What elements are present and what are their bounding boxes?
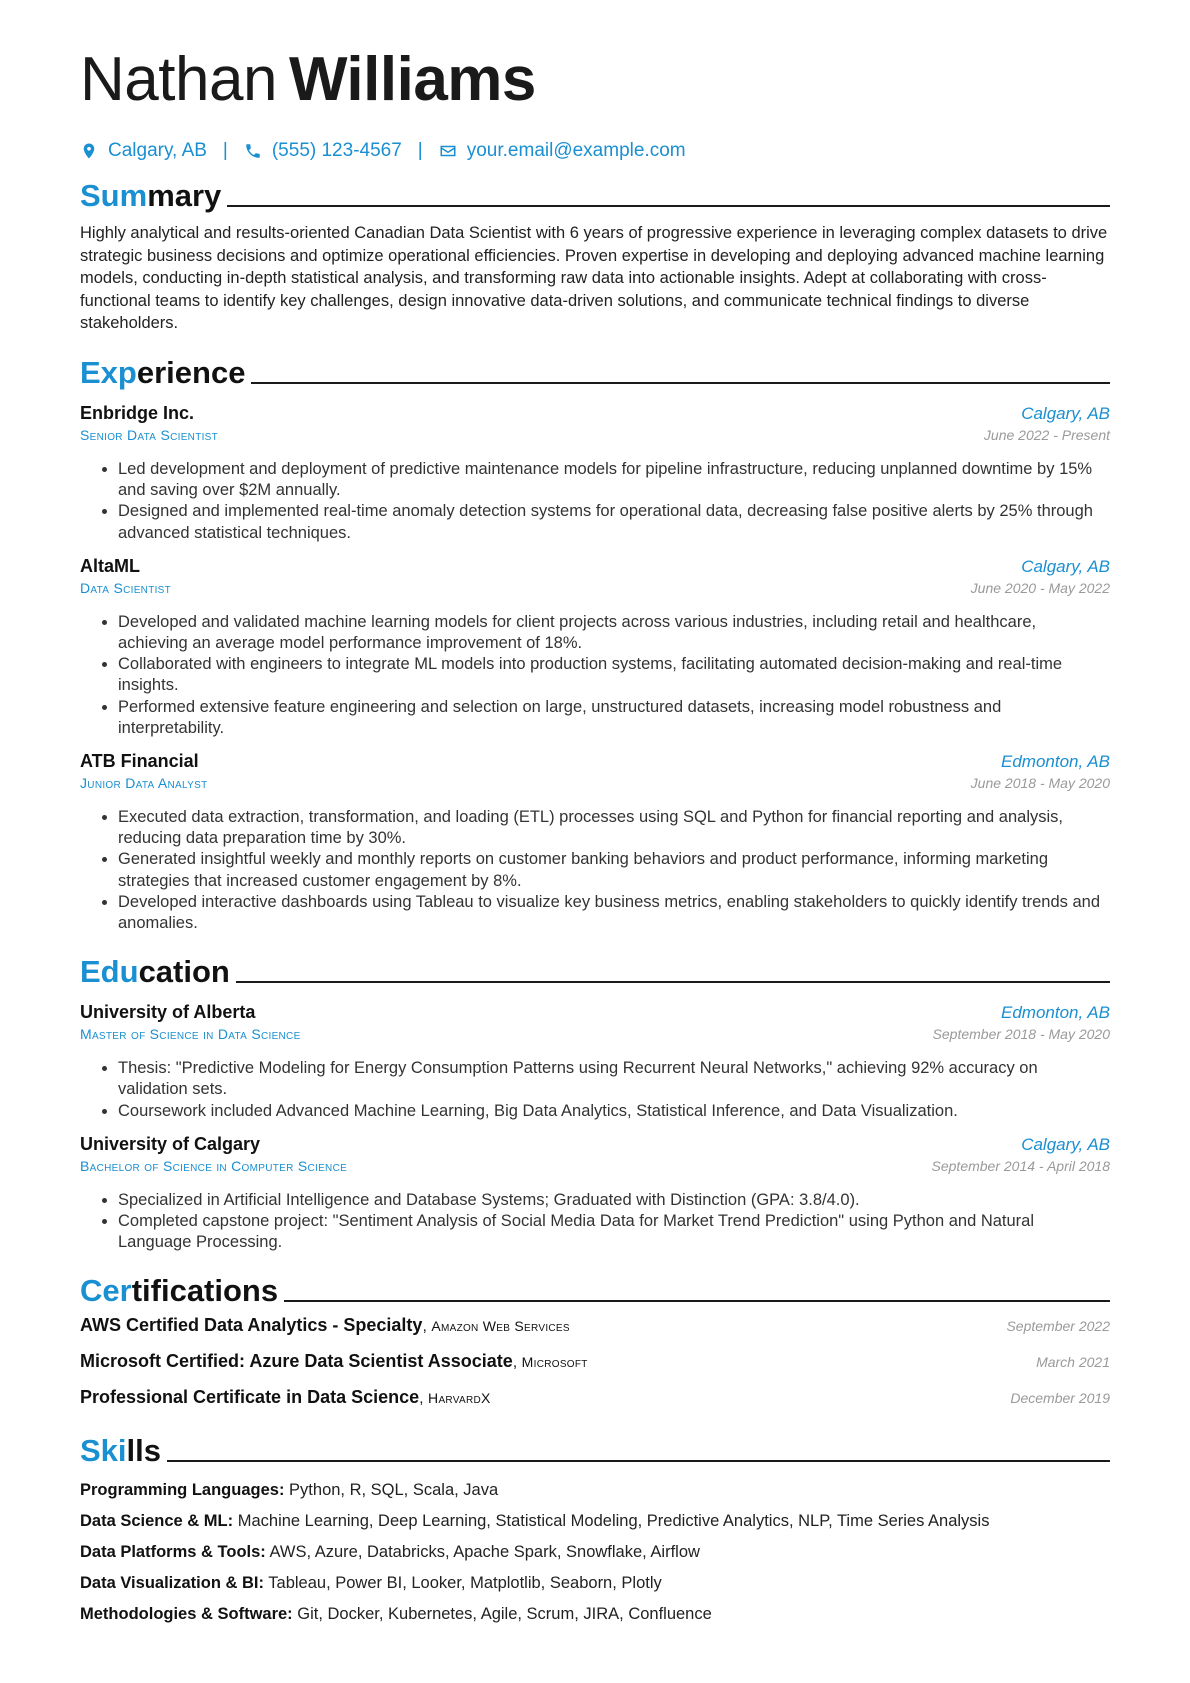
list-item: • Completed capstone project: "Sentiment Analysis of Social Media Data for Market Trend Prediction" using Python and Natural Language Processing.	[118, 1211, 1110, 1253]
list-item: • Collaborated with engineers to integrate ML models into production systems, facilitating automated decision-making and real-time insights.	[118, 654, 1110, 696]
section-rule	[251, 382, 1110, 384]
experience-entry	[80, 556, 1110, 739]
entry-location: Edmonton, AB	[1001, 752, 1110, 771]
list-item: • Developed and validated machine learning models for client projects across various industries, including retail and healthcare, achieving an average model performance improvement of 18%.	[118, 612, 1110, 654]
phone-icon	[244, 142, 262, 160]
section-heading-certifications	[80, 1271, 1110, 1309]
skill-row	[80, 1475, 1110, 1506]
skill-items: Git, Docker, Kubernetes, Agile, Scrum, JIRA, Confluence	[297, 1605, 712, 1624]
location-text: Calgary, AB	[108, 140, 207, 161]
degree: Bachelor of Science in Computer Science	[80, 1157, 348, 1174]
skill-category: Programming Languages:	[80, 1481, 285, 1500]
certification-issuer: HarvardX	[428, 1390, 491, 1407]
section-title: Experience	[80, 354, 246, 390]
list-item: • Coursework included Advanced Machine Learning, Big Data Analytics, Statistical Inference, and Data Visualization.	[118, 1101, 1110, 1122]
certification-date: September 2022	[1006, 1318, 1110, 1335]
contact-location	[80, 140, 207, 162]
certification-row: Microsoft Certified: Azure Data Scientist Associate, Microsoft March 2021	[80, 1351, 1110, 1372]
section-title: Summary	[80, 178, 222, 213]
experience-entry	[80, 403, 1110, 544]
candidate-name	[80, 40, 1110, 120]
school-name: University of Calgary	[80, 1133, 261, 1154]
skill-row	[80, 1599, 1110, 1630]
list-item: • Developed interactive dashboards using Tableau to visualize key business metrics, enabling stakeholders to quickly identify trends and anomalies.	[118, 892, 1110, 934]
section-title: Certifications	[80, 1273, 279, 1309]
skill-row	[80, 1568, 1110, 1599]
list-item: • Thesis: "Predictive Modeling for Energy Consumption Patterns using Recurrent Neural Networks," achieving 92% accuracy on validation sets.	[118, 1058, 1110, 1100]
section-title: Education	[80, 954, 230, 990]
certification-issuer: Amazon Web Services	[431, 1318, 570, 1335]
entry-location: Calgary, AB	[1021, 556, 1110, 576]
contact-email[interactable]	[439, 140, 686, 162]
skills-list	[80, 1475, 1110, 1630]
entry-location: Calgary, AB	[1021, 1134, 1110, 1154]
last-name: Williams	[288, 45, 536, 114]
contact-separator: |	[222, 140, 228, 161]
achievement-list	[80, 807, 1110, 934]
section-rule	[284, 1300, 1110, 1302]
job-title: Data Scientist	[80, 579, 172, 596]
entry-dates: June 2022 - Present	[983, 426, 1110, 443]
certification-name: Professional Certificate in Data Science	[80, 1387, 420, 1408]
list-item: • Led development and deployment of predictive maintenance models for pipeline infrastructure, reducing unplanned downtime by 15% and saving over $2M annually.	[118, 459, 1110, 501]
achievement-list	[80, 459, 1110, 544]
degree: Master of Science in Data Science	[80, 1026, 301, 1043]
school-name: University of Alberta	[80, 1002, 256, 1023]
education-entry	[80, 1002, 1110, 1122]
entry-dates: June 2018 - May 2020	[970, 775, 1110, 791]
email-link: your.email@example.com	[466, 140, 686, 161]
section-title: Skills	[80, 1433, 161, 1469]
first-name: Nathan	[80, 45, 277, 114]
certification-row: AWS Certified Data Analytics - Specialty, Amazon Web Services September 2022	[80, 1315, 1110, 1336]
experience-entry	[80, 751, 1110, 934]
achievement-list	[80, 612, 1110, 739]
achievement-list	[80, 1058, 1110, 1122]
contact-separator: |	[417, 140, 423, 161]
entry-dates: June 2020 - May 2022	[970, 579, 1110, 596]
map-pin-icon	[80, 142, 98, 160]
skill-items: AWS, Azure, Databricks, Apache Spark, Snowflake, Airflow	[269, 1543, 700, 1562]
achievement-list	[80, 1190, 1110, 1254]
skill-category: Methodologies & Software:	[80, 1605, 293, 1624]
contact-bar	[80, 136, 1110, 166]
section-heading-experience	[80, 353, 1110, 391]
job-title: Junior Data Analyst	[80, 775, 208, 791]
envelope-icon	[439, 142, 457, 160]
employer-name: Enbridge Inc.	[80, 402, 195, 423]
section-heading-skills	[80, 1431, 1110, 1469]
section-heading-education	[80, 952, 1110, 990]
certification-date: March 2021	[1036, 1354, 1110, 1371]
job-title: Senior Data Scientist	[80, 426, 219, 443]
certification-row: Professional Certificate in Data Science, HarvardX December 2019	[80, 1387, 1110, 1408]
employer-name: AltaML	[80, 555, 140, 576]
phone-text: (555) 123-4567	[271, 140, 402, 161]
contact-phone[interactable]	[244, 140, 402, 162]
section-rule	[167, 1460, 1110, 1462]
certification-name: AWS Certified Data Analytics - Specialty	[80, 1315, 423, 1336]
section-heading-summary	[80, 176, 1110, 214]
list-item: • Specialized in Artificial Intelligence and Database Systems; Graduated with Distinction (GPA: 3.8/4.0).	[118, 1190, 1110, 1211]
employer-name: ATB Financial	[80, 751, 199, 771]
section-rule	[227, 205, 1110, 207]
summary-paragraph: Highly analytical and results-oriented Canadian Data Scientist with 6 years of progressive experience in leveraging complex datasets to drive strategic business decisions and optimize operational efficiencies. Proven expertise in developing and deploying advanced machine learning models, conducting in-depth statistical analysis, and transforming raw data into actionable insights. Adept at collaborating with cross-functional teams to identify key challenges, design innovative data-driven solutions, and communicate technical findings to diverse stakeholders.	[80, 224, 1108, 333]
certification-name: Microsoft Certified: Azure Data Scientist Associate	[80, 1351, 513, 1372]
education-entry	[80, 1134, 1110, 1254]
skill-items: Python, R, SQL, Scala, Java	[289, 1481, 499, 1500]
skill-items: Machine Learning, Deep Learning, Statistical Modeling, Predictive Analytics, NLP, Time Series Analysis	[237, 1512, 990, 1531]
entry-dates: September 2014 - April 2018	[931, 1157, 1110, 1174]
list-item: • Executed data extraction, transformation, and loading (ETL) processes using SQL and Python for financial reporting and analysis, reducing data preparation time by 30%.	[118, 807, 1110, 849]
certification-date: December 2019	[1010, 1390, 1110, 1407]
list-item: • Generated insightful weekly and monthly reports on customer banking behaviors and product performance, informing marketing strategies that increased customer engagement by 8%.	[118, 849, 1110, 891]
skill-category: Data Science & ML:	[80, 1512, 234, 1531]
skill-row	[80, 1537, 1110, 1568]
certification-issuer: Microsoft	[521, 1354, 588, 1371]
entry-location: Calgary, AB	[1021, 403, 1110, 423]
skill-items: Tableau, Power BI, Looker, Matplotlib, Seaborn, Plotly	[268, 1574, 662, 1593]
list-item: • Designed and implemented real-time anomaly detection systems for operational data, decreasing false positive alerts by 25% through advanced statistical techniques.	[118, 501, 1110, 543]
list-item: • Performed extensive feature engineering and selection on large, unstructured datasets, increasing model robustness and interpretability.	[118, 697, 1110, 739]
skill-category: Data Platforms & Tools:	[80, 1543, 266, 1562]
entry-location: Edmonton, AB	[1001, 1003, 1110, 1023]
skill-category: Data Visualization & BI:	[80, 1574, 264, 1593]
section-rule	[236, 981, 1110, 983]
entry-dates: September 2018 - May 2020	[932, 1026, 1110, 1043]
skill-row	[80, 1506, 1110, 1537]
